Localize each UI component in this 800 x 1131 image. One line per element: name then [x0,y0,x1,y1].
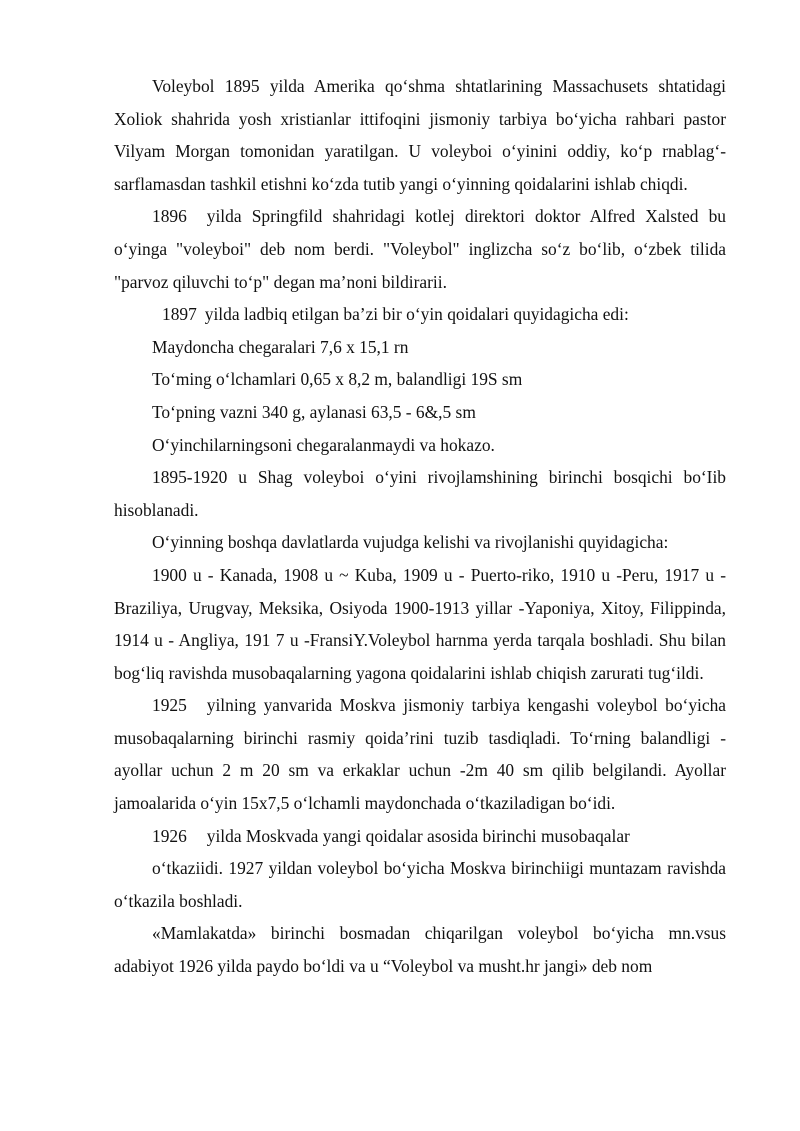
paragraph-text: yilda Springfild shahridagi kotlej direktori doktor Alfred Xalsted bu o‘yinga "voleyboi" deb nom berdi. "Voleybol" inglizcha so‘z bo‘lib, o‘zbek tilida "parvoz qiluvchi to‘p" degan ma’noni bildirarii. [114,206,726,292]
paragraph-text: o‘tkaziidi. 1927 yildan voleybol bo‘yicha Moskva birinchiigi muntazam ravishda o‘tkazila boshladi. [114,858,726,911]
paragraph-1896 [114,200,726,298]
rule-player-count [114,429,726,462]
document-page [114,70,726,983]
paragraph-text: 1895-1920 u Shag voleyboi o‘yini rivojlamshining birinchi bosqichi bo‘Iib hisoblanadi. [114,467,726,520]
paragraph-first-stage [114,461,726,526]
paragraph-1927 [114,852,726,917]
paragraph-1926 [114,820,726,853]
rule-ball-weight [114,396,726,429]
paragraph-year: 1897 [162,304,197,325]
paragraph-1897 [114,298,726,331]
paragraph-text: yilda ladbiq etilgan ba’zi bir o‘yin qoidalari quyidagicha edi: [204,304,629,325]
rule-court-size [114,331,726,364]
paragraph-text: O‘yinchilarningsoni chegaralanmaydi va hokazo. [152,434,495,455]
paragraph-other-countries-intro [114,526,726,559]
rule-net-size [114,363,726,396]
paragraph-text: yilda Moskvada yangi qoidalar asosida birinchi musobaqalar [206,825,630,846]
paragraph-text: O‘yinning boshqa davlatlarda vujudga kelishi va rivojlanishi quyidagicha: [152,532,669,553]
paragraph-first-literature [114,917,726,982]
paragraph-year: 1925 [152,695,187,716]
paragraph-text: To‘ming o‘lchamlari 0,65 x 8,2 m, balandligi 19S sm [152,369,523,390]
paragraph-1925 [114,689,726,819]
paragraph-year: 1896 [152,206,187,227]
paragraph-history-origin [114,70,726,200]
paragraph-text: 1900 u - Kanada, 1908 u ~ Kuba, 1909 u - Puerto-riko, 1910 u -Peru, 1917 u - Braziliya, Urugvay, Meksika, Osiyoda 1900-1913 yillar -Yaponiya, Xitoy, Filippinda, 1914 u - Angliya, 191 7 u -FransiY.Voleybol harnma yerda tarqala boshladi. Shu bilan bog‘liq ravishda musobaqalarning yagona qoidalarini ishlab chiqish zarurati tug‘ildi. [114,564,726,683]
paragraph-text: «Mamlakatda» birinchi bosmadan chiqarilgan voleybol bo‘yicha mn.vsus adabiyot 1926 yilda paydo bo‘ldi va u “Voleybol va musht.hr jangi» deb nom [114,923,726,977]
paragraph-text: Voleybol 1895 yilda Amerika qo‘shma shtatlarining Massachusets shtatidagi Xoliok shahrida yosh xristianlar ittifoqini jismoniy tarbiya bo‘yicha rahbari pastor Vilyam Morgan tomonidan yaratilgan. U voleyboi o‘yinini oddiy, ko‘p rnablag‘-sarflamasdan tashkil etishni ko‘zda tutib yangi o‘yinning qoidalarini ishlab chiqdi. [114,76,726,194]
paragraph-text: yilning yanvarida Moskva jismoniy tarbiya kengashi voleybol bo‘yicha musobaqalarning birinchi rasmiy qoida’rini tuzib tasdiqladi. To‘rning balandligi - ayollar uchun 2 m 20 sm va erkaklar uchun -2m 40 sm qilib belgilandi. Ayollar jamoalarida o‘yin 15x7,5 o‘lchamli maydonchada o‘tkaziladigan bo‘idi. [114,695,726,814]
paragraph-year: 1926 [152,825,187,846]
paragraph-country-timeline [114,559,726,689]
paragraph-text: Maydoncha chegaralari 7,6 x 15,1 rn [152,336,409,357]
paragraph-text: To‘pning vazni 340 g, aylanasi 63,5 - 6&,5 sm [152,401,476,422]
